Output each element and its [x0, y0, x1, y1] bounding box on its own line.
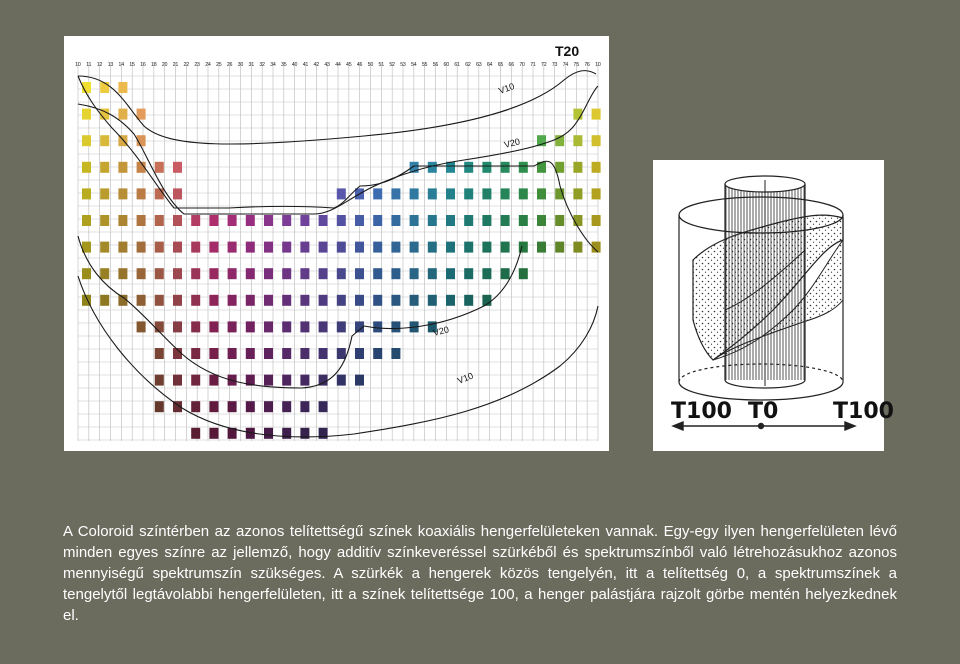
color-chip — [464, 295, 473, 306]
column-number: 63 — [476, 62, 482, 68]
color-chip — [118, 82, 127, 93]
chart-title: T20 — [555, 43, 580, 59]
color-chip — [519, 215, 528, 226]
color-chip — [173, 321, 182, 332]
label-t100-right: T100 — [833, 399, 894, 424]
color-chip — [137, 215, 146, 226]
color-chip — [82, 162, 91, 173]
color-chip — [519, 268, 528, 279]
color-chip — [573, 242, 582, 253]
color-chip — [519, 188, 528, 199]
color-chip — [446, 242, 455, 253]
color-chip — [300, 348, 309, 359]
color-chip — [464, 215, 473, 226]
color-chip — [501, 242, 510, 253]
color-chip — [228, 268, 237, 279]
color-chip — [300, 401, 309, 412]
column-number: 46 — [356, 62, 363, 68]
color-chip — [137, 295, 146, 306]
color-chip — [82, 135, 91, 146]
color-chip — [410, 188, 419, 199]
column-number: 76 — [584, 62, 590, 68]
color-chip — [282, 268, 291, 279]
color-chip — [264, 268, 273, 279]
color-chip — [319, 295, 328, 306]
color-chip — [228, 348, 237, 359]
cylinder-labels — [671, 399, 894, 424]
column-number: 35 — [281, 62, 287, 68]
color-chip — [373, 242, 382, 253]
color-chip — [428, 242, 437, 253]
color-chip — [501, 215, 510, 226]
color-chip — [446, 295, 455, 306]
color-chip — [173, 242, 182, 253]
column-number: 20 — [161, 62, 168, 68]
color-chip — [319, 268, 328, 279]
color-chip — [282, 295, 291, 306]
color-chip — [137, 321, 146, 332]
color-chip — [282, 242, 291, 253]
color-chip — [592, 215, 601, 226]
color-chip — [246, 321, 255, 332]
column-number: 25 — [216, 62, 222, 68]
color-chip — [592, 109, 601, 120]
color-chip — [100, 268, 109, 279]
color-chip — [191, 401, 200, 412]
color-chip — [373, 268, 382, 279]
color-chip — [264, 375, 273, 386]
color-chip — [573, 135, 582, 146]
color-chip — [155, 375, 164, 386]
color-chip — [391, 242, 400, 253]
color-chip — [209, 375, 218, 386]
color-chip — [82, 215, 91, 226]
color-chip — [228, 321, 237, 332]
color-chip — [209, 268, 218, 279]
color-chip — [191, 268, 200, 279]
color-chip — [228, 401, 237, 412]
color-chip — [355, 242, 364, 253]
color-chip — [391, 321, 400, 332]
color-chip — [319, 242, 328, 253]
color-chip — [264, 428, 273, 439]
label-t0: T0 — [748, 399, 779, 424]
column-number: 52 — [389, 62, 395, 68]
label-t100-left: T100 — [671, 399, 732, 424]
color-chip — [155, 242, 164, 253]
column-number: 13 — [107, 62, 114, 68]
color-chip — [228, 295, 237, 306]
color-chip — [137, 268, 146, 279]
column-number: 11 — [86, 62, 92, 68]
column-number: 44 — [335, 62, 341, 68]
color-chip — [209, 321, 218, 332]
color-chip — [82, 109, 91, 120]
cylinder-diagram — [653, 160, 894, 451]
curve-label: V20 — [432, 324, 451, 338]
color-chip — [482, 215, 491, 226]
color-chip — [482, 268, 491, 279]
color-chip — [155, 188, 164, 199]
column-number: 22 — [183, 62, 190, 68]
color-chip — [355, 215, 364, 226]
color-chip — [191, 348, 200, 359]
color-chip — [246, 215, 255, 226]
color-chip — [337, 348, 346, 359]
color-chip — [555, 242, 564, 253]
color-chip — [118, 268, 127, 279]
color-chip — [155, 295, 164, 306]
color-chip — [337, 242, 346, 253]
color-chip — [246, 242, 255, 253]
color-chip — [391, 215, 400, 226]
color-chip — [100, 135, 109, 146]
color-chip — [501, 188, 510, 199]
column-number: 32 — [259, 62, 265, 68]
color-chip — [355, 268, 364, 279]
color-chip — [173, 215, 182, 226]
color-chip — [410, 295, 419, 306]
column-number: 65 — [497, 62, 504, 68]
color-chip — [410, 215, 419, 226]
color-chip — [191, 215, 200, 226]
column-number: 75 — [573, 62, 580, 68]
color-chip — [482, 162, 491, 173]
curve-label: V10 — [497, 81, 516, 96]
color-chip — [246, 348, 255, 359]
column-number: 72 — [541, 62, 547, 68]
color-chip — [573, 188, 582, 199]
color-chip — [373, 295, 382, 306]
cylinder-diagram-panel — [653, 160, 894, 451]
color-chip — [501, 162, 510, 173]
curve-label: V20 — [503, 136, 522, 150]
color-chip — [482, 188, 491, 199]
color-chip — [118, 162, 127, 173]
color-chip — [319, 215, 328, 226]
column-number: 74 — [562, 62, 569, 68]
color-chip — [391, 268, 400, 279]
column-number: 56 — [432, 62, 439, 68]
color-chip — [282, 348, 291, 359]
column-number: 24 — [205, 62, 211, 68]
column-number: 16 — [140, 62, 146, 68]
column-number: 12 — [96, 62, 103, 68]
curve-v20-lower — [78, 236, 522, 388]
color-chip — [118, 242, 127, 253]
color-chip — [573, 162, 582, 173]
color-chip — [264, 321, 273, 332]
color-chip — [592, 162, 601, 173]
color-chip — [82, 268, 91, 279]
color-chip — [209, 242, 218, 253]
color-chip — [537, 242, 546, 253]
color-chip — [428, 295, 437, 306]
column-number: 50 — [367, 62, 374, 68]
color-chip — [264, 348, 273, 359]
color-chip — [537, 215, 546, 226]
color-chip — [209, 428, 218, 439]
color-chip — [391, 188, 400, 199]
column-number: 21 — [172, 62, 179, 68]
color-chip — [282, 215, 291, 226]
color-chip — [209, 348, 218, 359]
column-number: 18 — [151, 62, 157, 68]
color-chip — [410, 268, 419, 279]
color-chip — [191, 375, 200, 386]
curve-v10-upper — [78, 71, 596, 144]
color-chip — [355, 375, 364, 386]
color-chip — [519, 162, 528, 173]
color-chip — [410, 242, 419, 253]
color-chip — [337, 215, 346, 226]
coloroid-chart — [64, 36, 609, 451]
color-chip — [592, 188, 601, 199]
color-chip — [464, 242, 473, 253]
color-chip — [228, 242, 237, 253]
color-chip — [355, 295, 364, 306]
color-chip — [264, 295, 273, 306]
color-chip — [337, 188, 346, 199]
color-chip — [464, 188, 473, 199]
color-chip — [100, 188, 109, 199]
column-number: 64 — [486, 62, 493, 68]
coloroid-chart-panel — [64, 36, 609, 451]
column-number: 42 — [313, 62, 320, 68]
color-chip — [155, 321, 164, 332]
color-chip — [446, 188, 455, 199]
color-chip — [373, 321, 382, 332]
column-number: 15 — [129, 62, 135, 68]
column-number: 71 — [530, 62, 536, 68]
color-chip — [118, 188, 127, 199]
color-chip — [246, 401, 255, 412]
color-chip — [246, 268, 255, 279]
column-number: 10 — [595, 62, 601, 68]
color-chip — [118, 215, 127, 226]
color-chip — [428, 188, 437, 199]
color-chip — [446, 215, 455, 226]
column-number: 41 — [302, 62, 309, 68]
color-chip — [155, 162, 164, 173]
column-number: 54 — [411, 62, 417, 68]
color-chip — [337, 375, 346, 386]
color-chip — [319, 348, 328, 359]
column-number: 30 — [237, 62, 244, 68]
color-chip — [118, 109, 127, 120]
column-number: 62 — [465, 62, 471, 68]
color-chip — [282, 375, 291, 386]
column-number: 60 — [443, 62, 450, 68]
color-chip — [337, 321, 346, 332]
color-chip — [173, 162, 182, 173]
color-chip — [137, 242, 146, 253]
color-chip — [209, 215, 218, 226]
color-chip — [300, 242, 309, 253]
color-chip — [337, 295, 346, 306]
color-chip — [300, 375, 309, 386]
color-chip — [191, 295, 200, 306]
column-number: 66 — [508, 62, 515, 68]
color-chip — [173, 268, 182, 279]
column-number: 23 — [194, 62, 200, 68]
column-number: 55 — [421, 62, 428, 68]
color-chip — [373, 348, 382, 359]
column-number: 43 — [324, 62, 330, 68]
color-chip — [137, 188, 146, 199]
color-chip — [428, 268, 437, 279]
color-chip — [191, 242, 200, 253]
color-chip — [373, 188, 382, 199]
color-chip — [373, 215, 382, 226]
column-number: 51 — [378, 62, 385, 68]
color-chip — [300, 321, 309, 332]
column-number: 61 — [454, 62, 460, 68]
column-number: 26 — [226, 62, 233, 68]
column-number: 31 — [248, 62, 255, 68]
color-chip — [209, 295, 218, 306]
color-chip — [300, 215, 309, 226]
color-chip — [82, 188, 91, 199]
color-chip — [355, 348, 364, 359]
column-number: 70 — [519, 62, 525, 68]
color-chip — [337, 268, 346, 279]
color-chip — [155, 401, 164, 412]
color-chip — [482, 242, 491, 253]
color-chip — [173, 375, 182, 386]
color-chip — [100, 162, 109, 173]
color-chip — [155, 348, 164, 359]
color-chip — [155, 268, 164, 279]
color-chip — [300, 268, 309, 279]
color-chip — [446, 162, 455, 173]
color-chip — [264, 215, 273, 226]
column-number: 14 — [118, 62, 125, 68]
color-chip — [282, 401, 291, 412]
color-chip — [100, 215, 109, 226]
color-chip — [555, 215, 564, 226]
column-number: 40 — [291, 62, 298, 68]
column-number: 34 — [270, 62, 276, 68]
column-number: 10 — [75, 62, 81, 68]
color-chip — [173, 295, 182, 306]
color-chip — [592, 135, 601, 146]
color-chip — [282, 321, 291, 332]
color-chip — [391, 295, 400, 306]
column-number: 53 — [400, 62, 406, 68]
color-chip — [537, 188, 546, 199]
column-number: 45 — [346, 62, 352, 68]
color-chip — [501, 268, 510, 279]
color-chip — [246, 295, 255, 306]
curve-label: V10 — [456, 370, 475, 386]
color-chip — [319, 401, 328, 412]
caption-text: A Coloroid színtérben az azonos telítettségű színek koaxiális hengerfelületeken vannak. Egy-egy ilyen hengerfelületen lévő minden egyes színre az jellemző, hogy additív színkeveréssel szürkéből és spektrumszínből való létrehozásukhoz azonos mennyiségű spektrumszín szükséges. A szürkék a hengerek közös tengelyén, itt a telítettség 0, a spektrumszínek a tengelytől legtávolabbi hengerfelületen, itt a színek telítettsége 100, a henger palástjára rajzolt görbe mentén helyezkednek el. — [63, 523, 897, 624]
color-chip — [191, 321, 200, 332]
color-chip — [155, 215, 164, 226]
color-chip — [191, 428, 200, 439]
color-chip — [300, 295, 309, 306]
color-chip — [519, 242, 528, 253]
color-chip — [391, 348, 400, 359]
color-chip — [573, 109, 582, 120]
color-chip — [173, 188, 182, 199]
color-chip — [428, 215, 437, 226]
color-chip — [228, 215, 237, 226]
color-chip — [319, 321, 328, 332]
color-chip — [464, 162, 473, 173]
color-chip — [100, 242, 109, 253]
color-chip — [446, 268, 455, 279]
color-chip — [264, 401, 273, 412]
column-number: 73 — [551, 62, 558, 68]
color-chip — [100, 295, 109, 306]
color-chip — [209, 401, 218, 412]
color-chip — [264, 242, 273, 253]
color-chip — [464, 268, 473, 279]
